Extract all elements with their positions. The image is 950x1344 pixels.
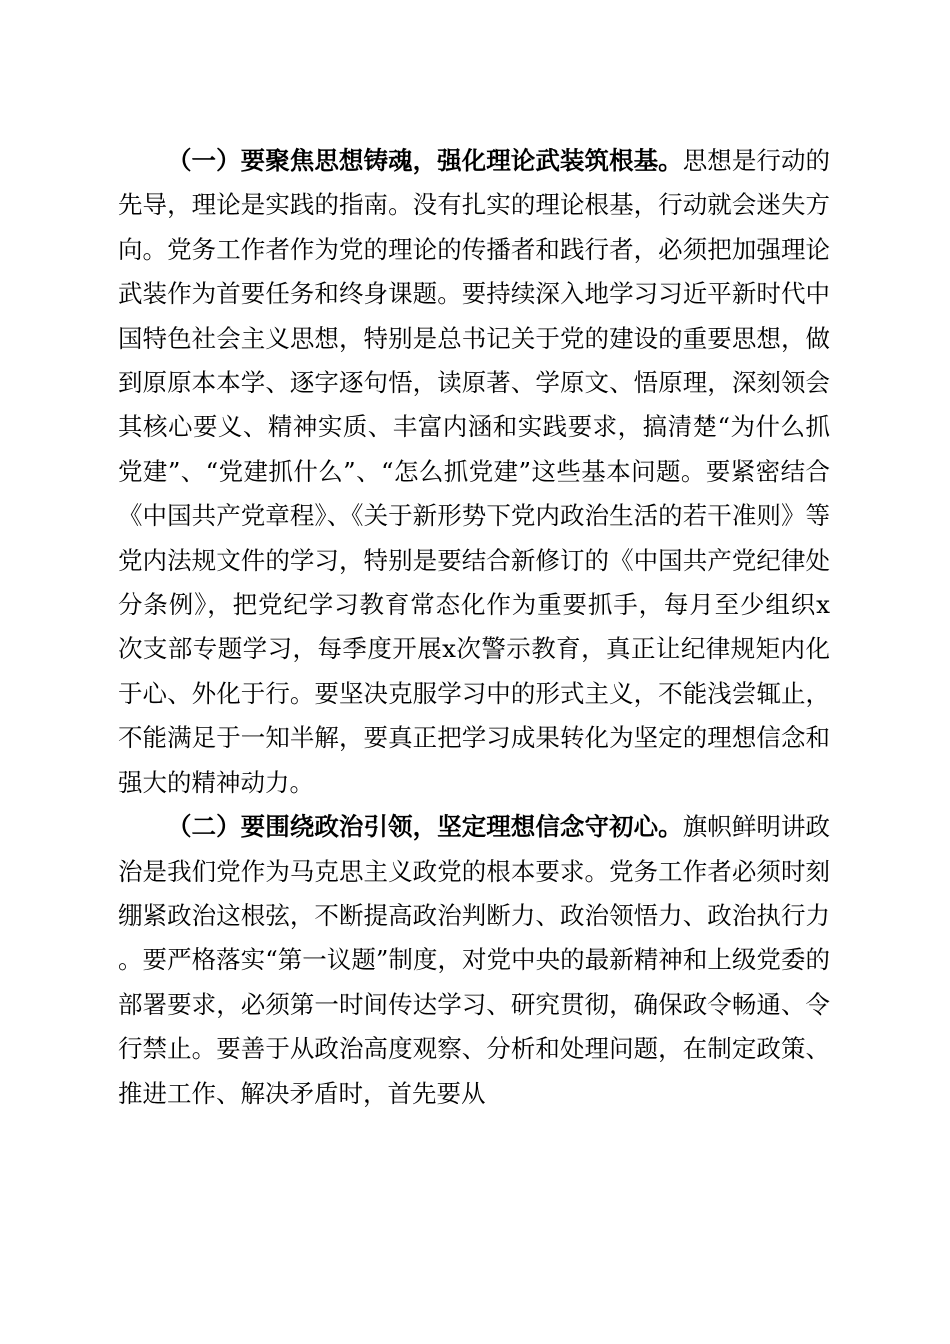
paragraph-2-body: 旗帜鲜明讲政治是我们党作为马克思主义政党的根本要求。党务工作者必须时刻绷紧政治这根弦，不断提高政治判断力、政治领悟力、政治执行力。要严格落实“第一议题”制度，对党中央的最新精神和上级党委的部署要求，必须第一时间传达学习、研究贯彻，确保政令畅通、令行禁止。要善于从政治高度观察、分析和处理问题，在制定政策、推进工作、解决矛盾时，首先要从: [118, 812, 831, 1108]
paragraph-1: [118, 139, 830, 805]
text-body: [118, 139, 830, 1116]
paragraph-2-heading: （二）要围绕政治引领，坚定理想信念守初心。: [167, 812, 683, 842]
paragraph-1-body: 思想是行动的先导，理论是实践的指南。没有扎实的理论根基，行动就会迷失方向。党务工作者作为党的理论的传播者和践行者，必须把加强理论武装作为首要任务和终身课题。要持续深入地学习习近平新时代中国特色社会主义思想，特别是总书记关于党的建设的重要思想，做到原原本本学、逐字逐句悟，读原著、学原文、悟原理，深刻领会其核心要义、精神实质、丰富内涵和实践要求，搞清楚“为什么抓党建”、“党建抓什么”、“怎么抓党建”这些基本问题。要紧密结合《中国共产党章程》、《关于新形势下党内政治生活的若干准则》等党内法规文件的学习，特别是要结合新修订的《中国共产党纪律处分条例》，把党纪学习教育常态化作为重要抓手，每月至少组织x次支部专题学习，每季度开展x次警示教育，真正让纪律规矩内化于心、外化于行。要坚决克服学习中的形式主义，不能浅尝辄止，不能满足于一知半解，要真正把学习成果转化为坚定的理想信念和强大的精神动力。: [118, 146, 831, 797]
paragraph-2: [118, 805, 830, 1116]
paragraph-1-heading: （一）要聚焦思想铸魂，强化理论武装筑根基。: [167, 146, 683, 175]
